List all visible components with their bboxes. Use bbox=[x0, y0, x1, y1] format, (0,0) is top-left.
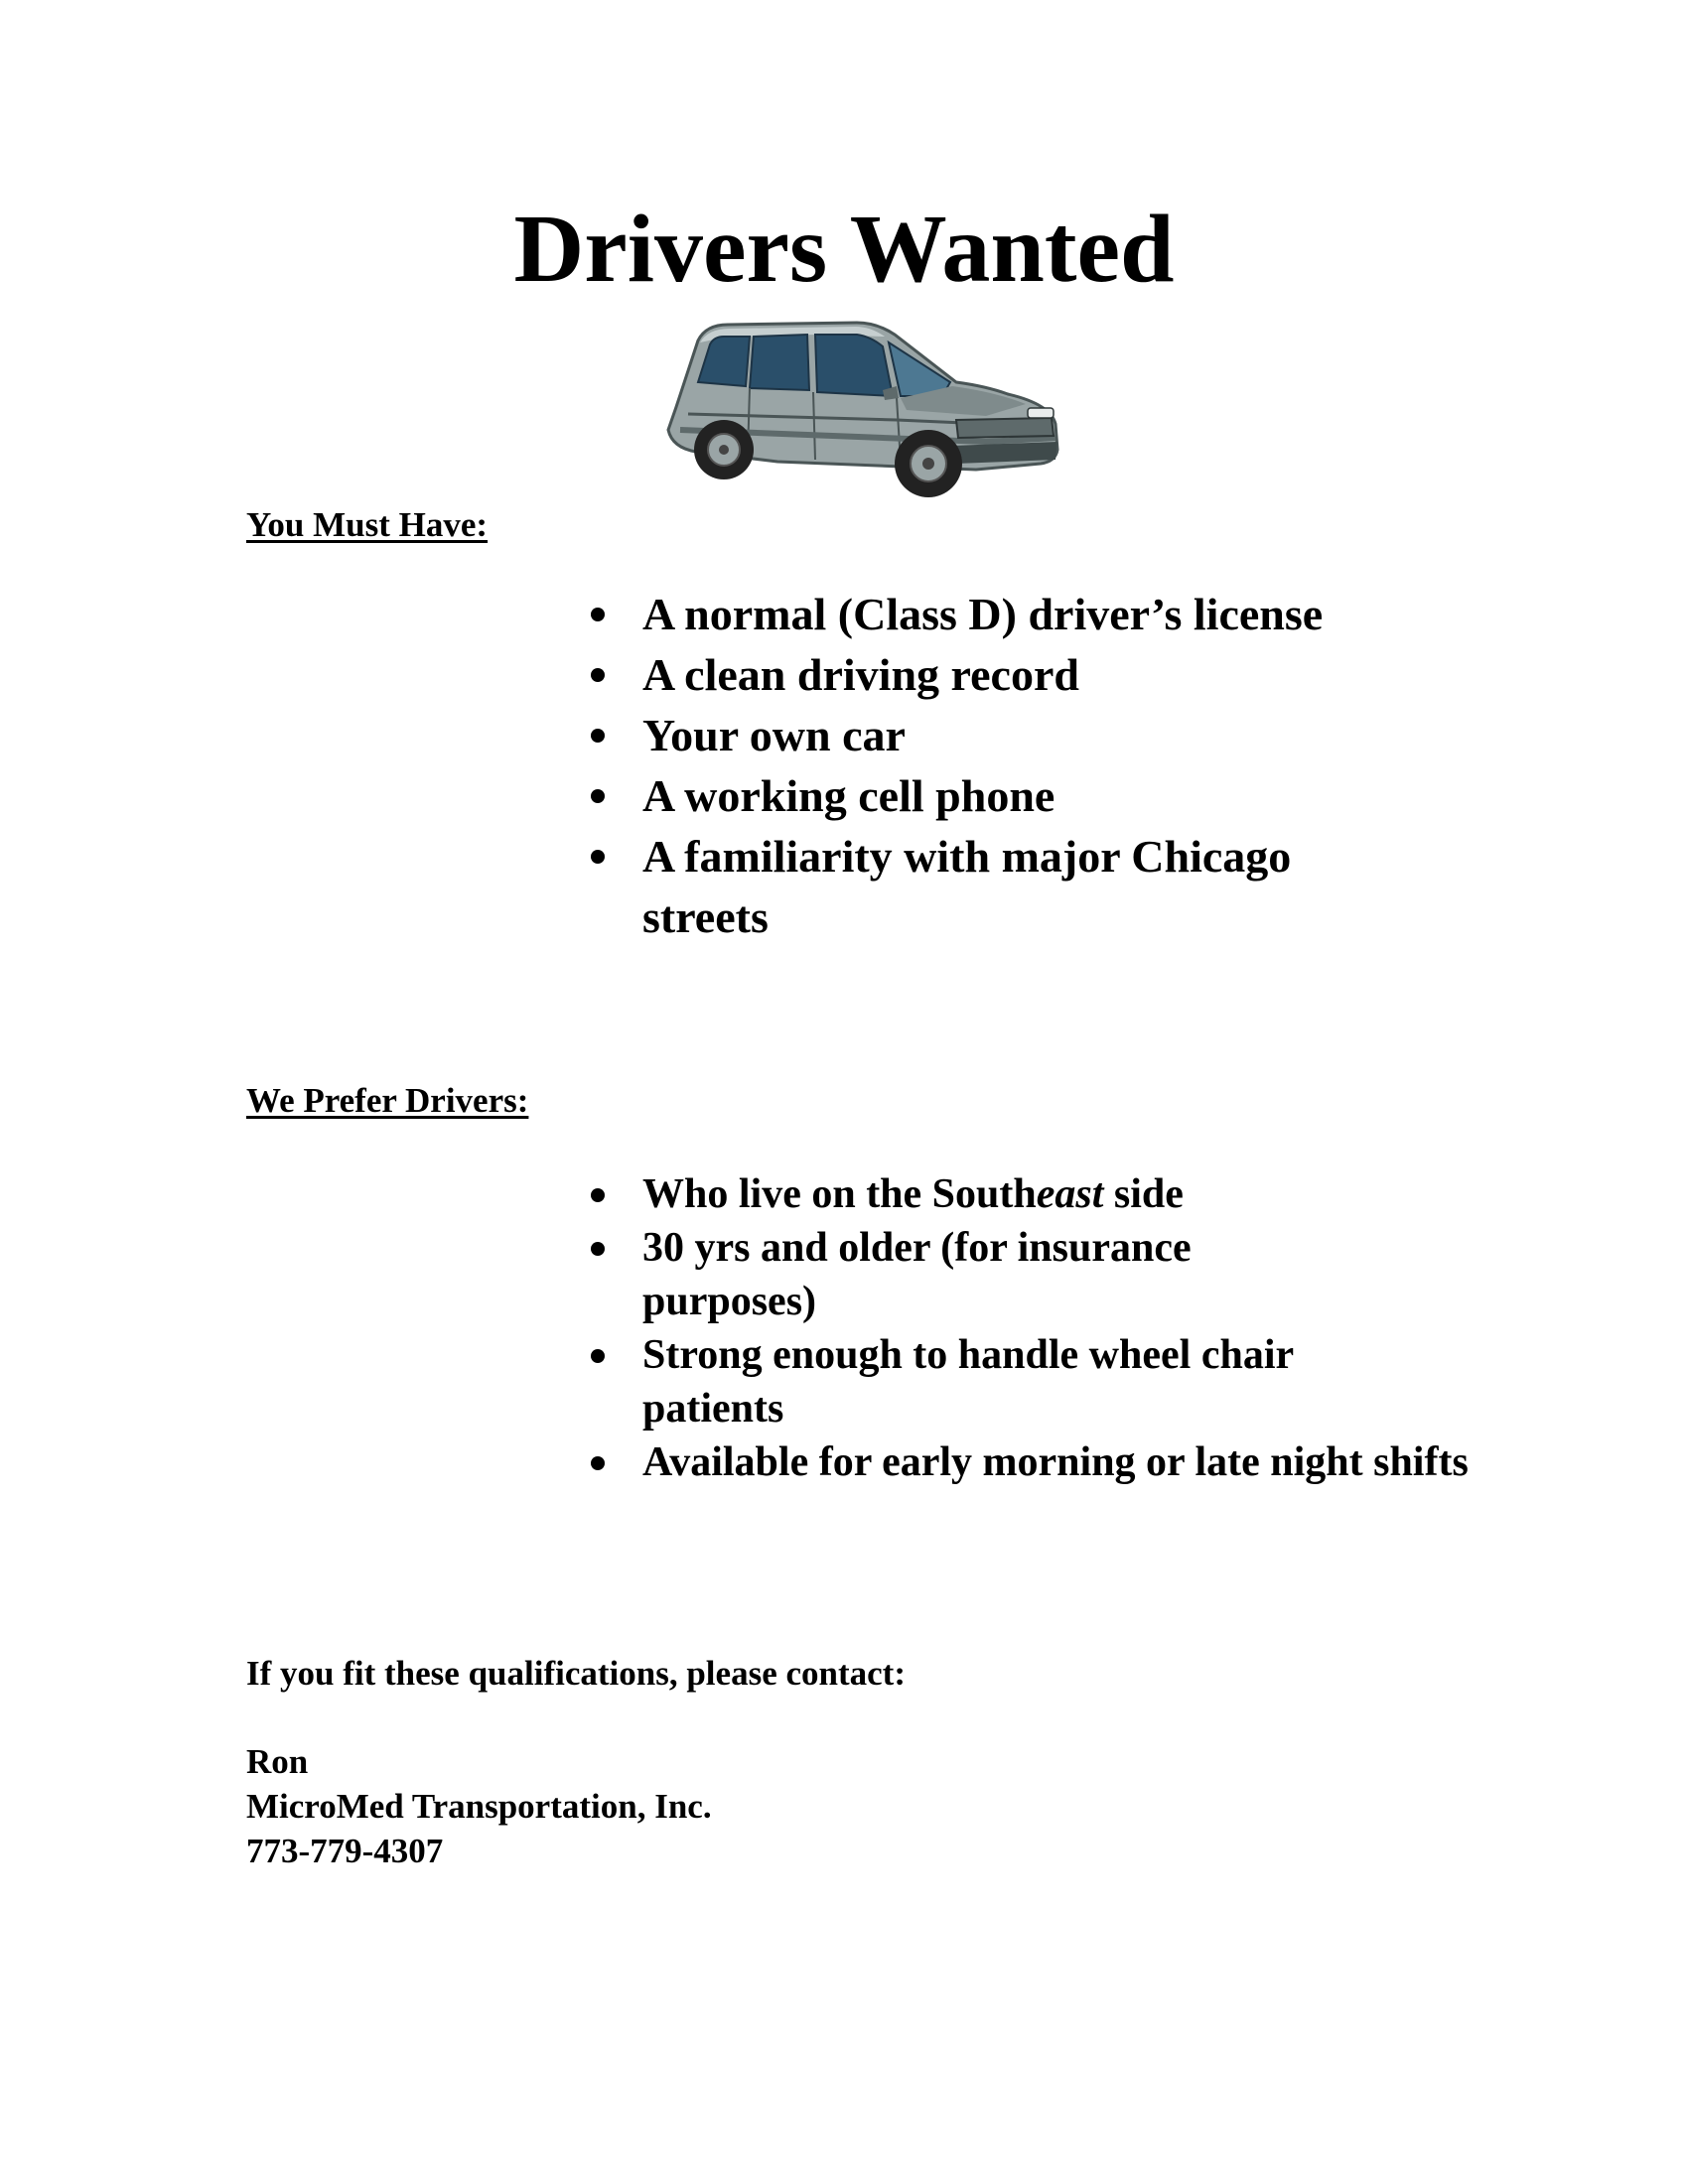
bullet-icon bbox=[591, 850, 605, 864]
list-item: Strong enough to handle wheel chair patients bbox=[581, 1328, 1407, 1435]
must-have-heading: You Must Have: bbox=[246, 505, 489, 544]
bullet-icon bbox=[591, 668, 605, 682]
list-item: A normal (Class D) driver’s license bbox=[581, 584, 1475, 644]
bullet-icon bbox=[591, 1349, 605, 1363]
list-item: A clean driving record bbox=[581, 644, 1475, 705]
contact-company: MicroMed Transportation, Inc. bbox=[246, 1787, 712, 1826]
bullet-icon bbox=[591, 729, 605, 743]
bullet-icon bbox=[591, 1456, 605, 1470]
page-title: Drivers Wanted bbox=[513, 196, 1175, 303]
contact-name: Ron bbox=[246, 1742, 309, 1781]
list-item: A familiarity with major Chicago streets bbox=[581, 826, 1417, 947]
list-item: Your own car bbox=[581, 705, 1475, 765]
must-have-list bbox=[581, 584, 1475, 947]
contact-intro: If you fit these qualifications, please contact: bbox=[246, 1654, 906, 1693]
bullet-icon bbox=[591, 789, 605, 803]
list-item: 30 yrs and older (for insurance purposes) bbox=[581, 1221, 1318, 1328]
bullet-icon bbox=[591, 1188, 605, 1202]
prefer-heading: We Prefer Drivers: bbox=[246, 1081, 529, 1120]
list-item: Who live on the Southeast side bbox=[581, 1167, 1475, 1221]
list-item: A working cell phone bbox=[581, 765, 1475, 826]
bullet-icon bbox=[591, 1242, 605, 1256]
contact-phone: 773-779-4307 bbox=[246, 1832, 444, 1870]
bullet-icon bbox=[591, 608, 605, 621]
list-item: Available for early morning or late night shifts bbox=[581, 1435, 1496, 1489]
minivan-icon bbox=[658, 313, 1067, 503]
prefer-list bbox=[581, 1167, 1475, 1489]
